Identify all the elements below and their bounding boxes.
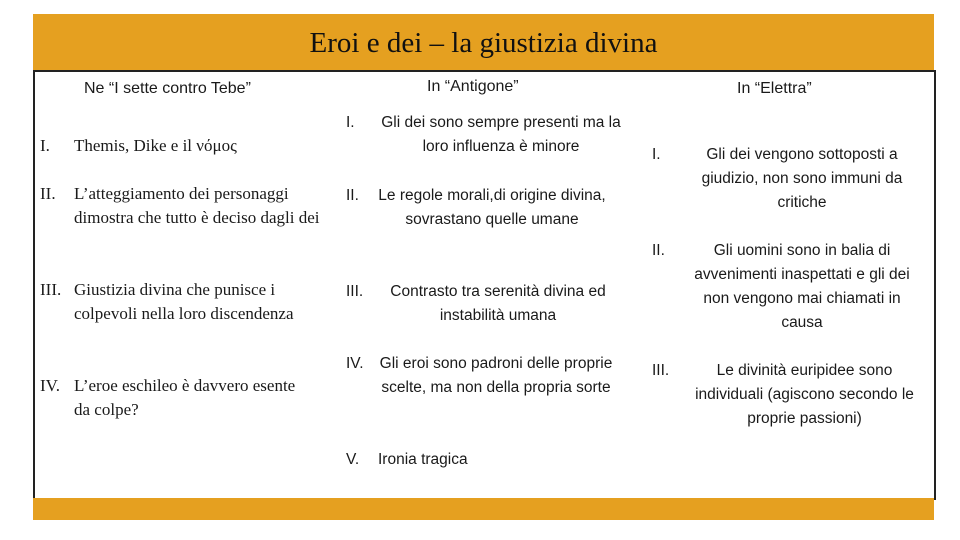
item-text: Gli dei vengono sottoposti a giudizio, non sono immuni da critiche [701,146,903,211]
list-item [40,182,340,230]
item-number: II. [652,242,665,259]
title-bar [33,14,934,70]
item-number: I. [346,114,355,131]
item-number: V. [346,451,360,468]
list-item [652,359,927,431]
item-number: IV. [346,355,364,372]
item-text: L’eroe eschileo è davvero esente da colpe? [74,376,296,419]
column-heading-antigone: In “Antigone” [427,78,519,95]
item-number: II. [40,184,56,203]
item-number: III. [346,283,364,300]
column-heading-elettra: In “Elettra” [737,80,812,97]
item-number: II. [346,187,359,204]
slide-title: Eroi e dei – la giustizia divina [309,26,658,59]
list-item [346,280,618,328]
list-item [652,239,922,335]
list-item [652,143,922,215]
list-item [40,134,330,158]
item-number: IV. [40,376,60,395]
item-number: I. [40,136,50,155]
item-text: Gli dei sono sempre presenti ma la loro influenza è minore [381,114,621,155]
item-text: Themis, Dike e il νόμος [74,136,237,155]
bottom-bar [33,498,934,520]
item-number: III. [40,280,62,299]
item-text: Gli eroi sono padroni delle proprie scelte, ma non della propria sorte [379,355,613,396]
item-text: Le regole morali,di origine divina, sovrastano quelle umane [378,187,606,228]
item-number: III. [652,362,670,379]
list-item [346,111,624,159]
list-item [40,374,300,422]
item-text: Ironia tragica [378,451,468,468]
list-item [346,352,614,400]
item-text: Le divinità euripidee sono individuali (agiscono secondo le proprie passioni) [695,362,914,427]
item-text: Gli uomini sono in balia di avvenimenti inaspettati e gli dei non vengono mai chiamati in causa [694,242,910,331]
column-heading-sette-contro-tebe: Ne “I sette contro Tebe” [84,80,251,97]
item-text: Giustizia divina che punisce i colpevoli nella loro discendenza [74,280,294,323]
list-item [346,448,546,472]
item-text: L’atteggiamento dei personaggi dimostra che tutto è deciso dagli dei [74,184,320,227]
item-text: Contrasto tra serenità divina ed instabilità umana [390,283,606,324]
item-number: I. [652,146,661,163]
list-item [40,278,330,326]
list-item [346,184,606,232]
